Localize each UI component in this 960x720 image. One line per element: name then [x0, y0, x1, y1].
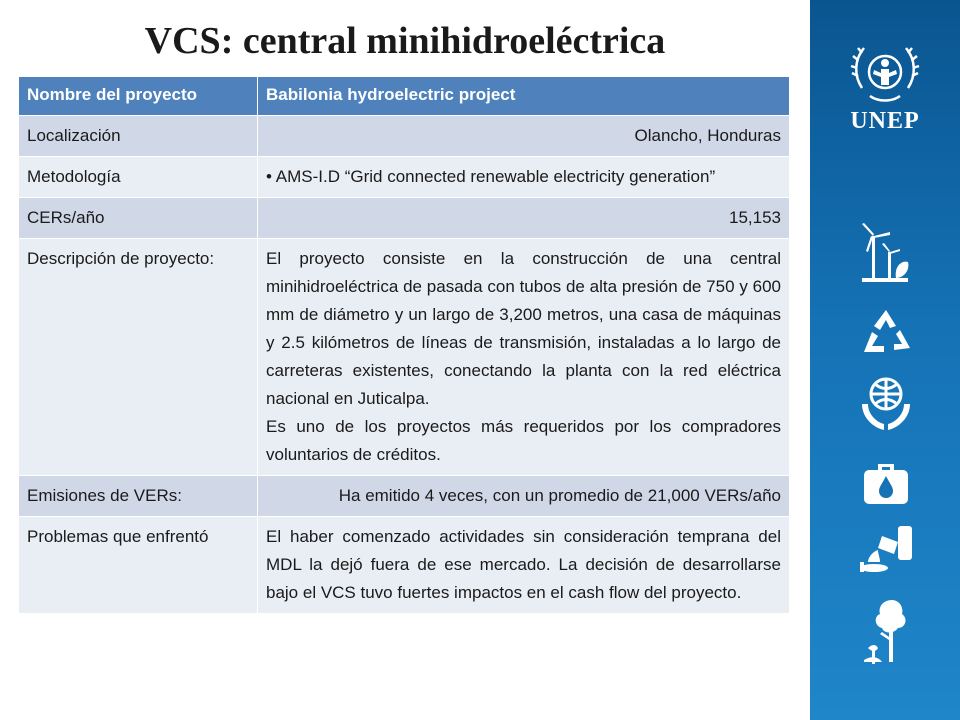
row-value — [258, 157, 790, 198]
methodology-text: AMS-I.D “Grid connected renewable electricity generation” — [275, 167, 716, 186]
description-paragraph-2: Es uno de los proyectos más requeridos por los compradores voluntarios de créditos. — [266, 417, 781, 464]
table-row — [19, 517, 790, 614]
table-row — [19, 198, 790, 239]
row-label: Metodología — [19, 157, 258, 198]
row-value: Ha emitido 4 veces, con un promedio de 21,000 VERs/año — [258, 476, 790, 517]
row-value: 15,153 — [258, 198, 790, 239]
briefcase-drop-icon — [858, 458, 914, 510]
slide-title: VCS: central minihidroeléctrica — [144, 20, 666, 62]
wind-turbine-icon — [858, 222, 914, 286]
unep-wordmark: UNEP — [850, 108, 920, 134]
row-label: Localización — [19, 116, 258, 157]
row-label: Descripción de proyecto: — [19, 239, 258, 476]
tree-sprout-icon — [858, 596, 914, 668]
recycle-icon — [858, 306, 914, 358]
table-row — [19, 476, 790, 517]
table-row — [19, 239, 790, 476]
row-value — [258, 239, 790, 476]
row-label: CERs/año — [19, 198, 258, 239]
project-table — [18, 76, 790, 614]
row-value: El haber comenzado actividades sin consideración temprana del MDL la dejó fuera de ese mercado. La decisión de desarrollarse bajo el VCS tuvo fuertes impactos en el cash flow del proyecto. — [258, 517, 790, 614]
pouring-drum-icon — [858, 522, 918, 574]
row-value: Olancho, Honduras — [258, 116, 790, 157]
row-label: Emisiones de VERs: — [19, 476, 258, 517]
table-header-row — [19, 77, 790, 116]
unep-logo-icon — [850, 38, 920, 108]
header-value: Babilonia hydroelectric project — [258, 77, 790, 116]
table-row — [19, 157, 790, 198]
description-paragraph-1: El proyecto consiste en la construcción de una central minihidroeléctrica de pasada con tubos de alta presión de 750 y 600 mm de diámetro y un largo de 3,200 metros, una casa de máquinas y 2.5 kilómetros de líneas de transmisión, instaladas a lo largo de carreteras existentes, conectando la planta con la red eléctrica nacional en Juticalpa. — [266, 249, 781, 408]
bullet-glyph: • — [266, 167, 272, 186]
unep-sidebar — [810, 0, 960, 720]
row-label: Problemas que enfrentó — [19, 517, 258, 614]
globe-hands-icon — [858, 374, 914, 434]
header-label: Nombre del proyecto — [19, 77, 258, 116]
table-row — [19, 116, 790, 157]
